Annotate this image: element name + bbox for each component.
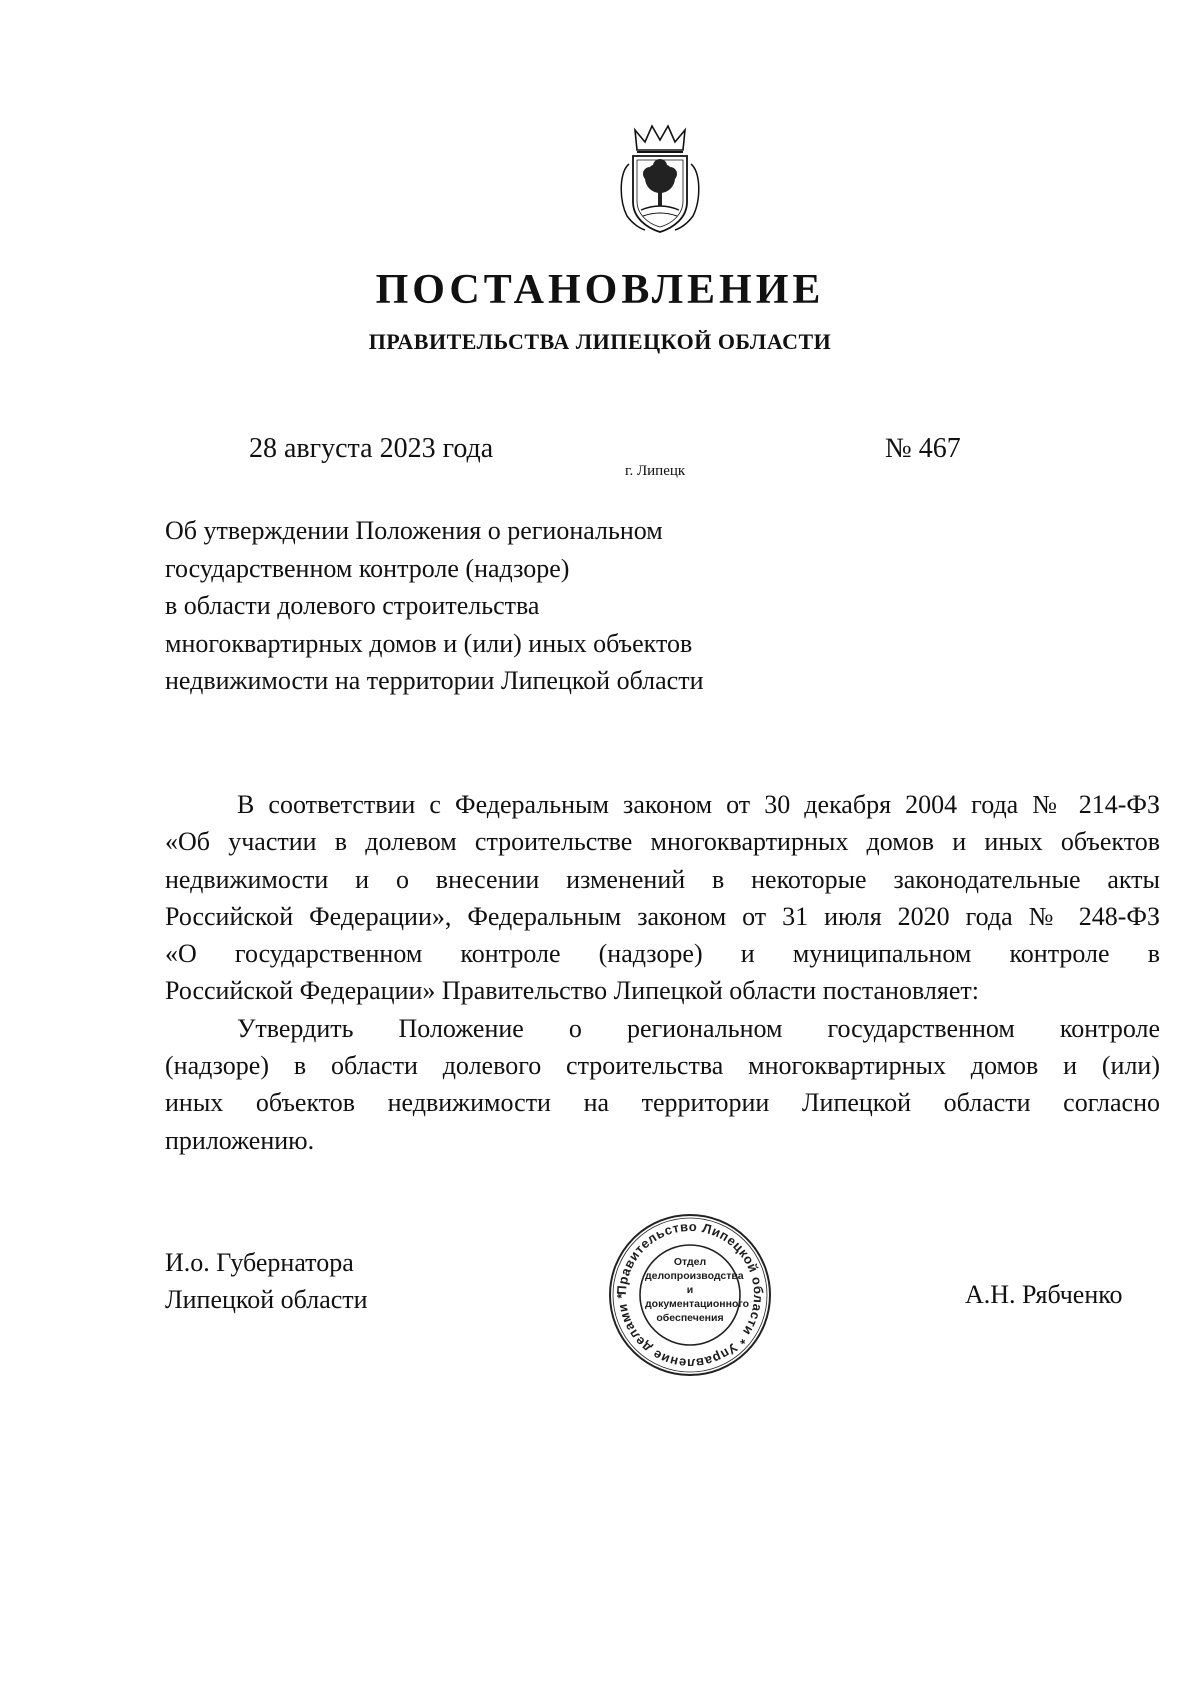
paragraph-1-line: В соответствии с Федеральным законом от 30 декабря 2004 года № 214-ФЗ (237, 790, 1160, 819)
stamp-inner-line: обеспечения (656, 1312, 724, 1324)
coat-of-arms-icon (615, 120, 705, 240)
document-title: ПОСТАНОВЛЕНИЕ (375, 267, 825, 313)
document-date: 28 августа 2023 года (249, 433, 494, 464)
signer-name: А.Н. Рябченко (965, 1280, 1123, 1309)
paragraph-2-line: Утвердить Положение о региональном государственном контроле (237, 1013, 1160, 1043)
stamp-inner-line: Отдел (673, 1256, 707, 1268)
heading-line: Об утверждении Положения о региональном (165, 516, 663, 545)
signer-position-line: Липецкой области (165, 1285, 368, 1314)
heading-line: в области долевого строительства (165, 591, 540, 620)
stamp-inner-line: делопроизводства и (645, 1270, 744, 1296)
paragraph-2-line: иных объектов недвижимости на территории Липецкой области согласно (165, 1088, 1160, 1118)
signer-position-line: И.о. Губернатора (165, 1248, 354, 1277)
stamp-inner-line: документационного (645, 1298, 750, 1310)
signer-position (165, 1244, 368, 1318)
document-heading (165, 512, 785, 700)
paragraph-1-line: «О государственном контроле (надзоре) и муниципальном контроле в (165, 939, 1160, 969)
paragraph-2-line: приложению. (165, 1125, 315, 1155)
heading-line: государственном контроле (надзоре) (165, 553, 570, 583)
heading-line: недвижимости на территории Липецкой области (165, 666, 704, 695)
document-number: № 467 (885, 433, 961, 464)
document-city: г. Липецк (625, 463, 686, 479)
stamp-center-text (645, 1255, 750, 1325)
document-body (165, 786, 1160, 1159)
document-issuer: ПРАВИТЕЛЬСТВА ЛИПЕЦКОЙ ОБЛАСТИ (368, 329, 832, 354)
paragraph-1-line: Российской Федерации» Правительство Липецкой области постановляет: (165, 976, 979, 1006)
paragraph-1-line: «Об участии в долевом строительстве многоквартирных домов и иных объектов (165, 827, 1160, 857)
paragraph-1-line: Российской Федерации», Федеральным законом от 31 июля 2020 года № 248-ФЗ (165, 901, 1160, 931)
stamp-ring-text: Правительство Липецкой области * Управление делами * (613, 1218, 767, 1372)
paragraph-2-line: (надзоре) в области долевого строительства многоквартирных домов и (или) (165, 1051, 1160, 1081)
paragraph-1-line: недвижимости и о внесении изменений в некоторые законодательные акты (165, 864, 1160, 894)
heading-line: многоквартирных домов и (или) иных объектов (165, 628, 693, 658)
